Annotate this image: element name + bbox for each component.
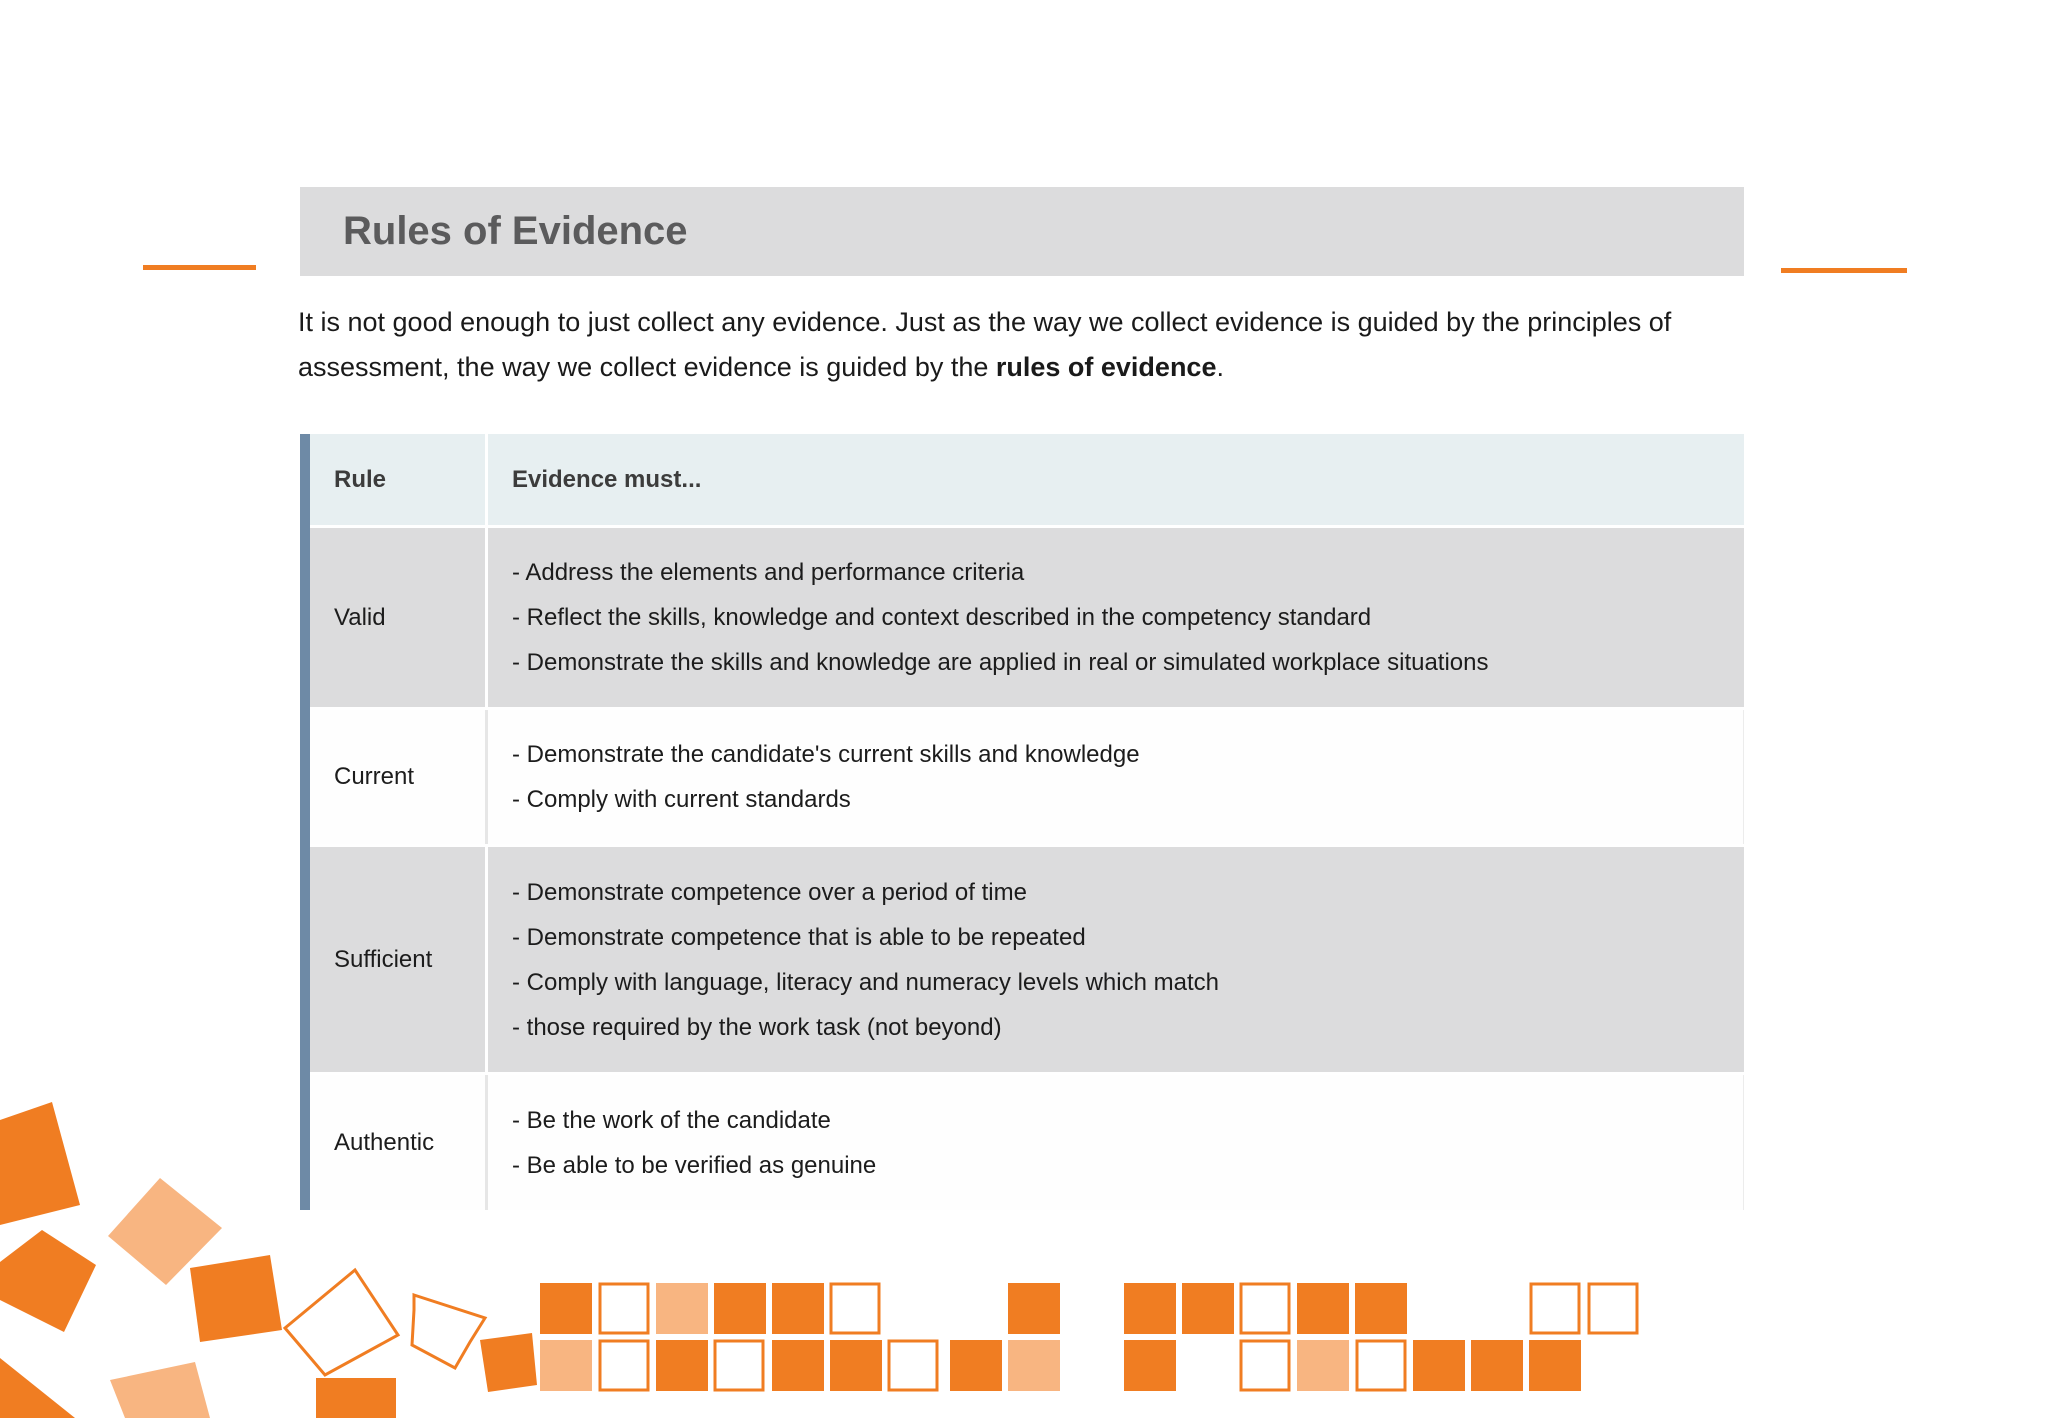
evidence-item: - Demonstrate competence that is able to be repeated [512,923,1086,951]
evidence-valid [488,528,1744,707]
evidence-item: - Reflect the skills, knowledge and context described in the competency standard [512,604,1372,631]
intro-paragraph [298,300,1758,390]
deco-square [0,1230,96,1332]
deco-square [108,1178,222,1285]
evidence-current [488,710,1744,844]
deco-square [110,1362,210,1418]
square-row-top [540,1283,1637,1334]
table-row-sufficient [310,847,1744,1075]
rules-table [300,434,1744,1210]
evidence-item: - Be able to be verified as genuine [512,1151,877,1179]
table-header-row [310,434,1744,528]
page-title: Rules of Evidence [343,209,688,253]
title-bar [300,187,1744,276]
evidence-item: - those required by the work task (not beyond) [512,1013,1002,1041]
evidence-sufficient [488,847,1744,1072]
deco-square-outline [412,1295,485,1368]
intro-bold-term: rules of evidence [995,352,1217,382]
header-rule: Rule [310,434,488,525]
table-row-authentic [310,1075,1744,1210]
intro-text: It is not good enough to just collect any evidence. Just as the way we collect evidence is guided by the principles of assessment, the way we collect evidence is guided by the [298,307,1672,382]
deco-square-outline [285,1270,398,1375]
rule-valid: Valid [310,528,488,707]
deco-square [0,1102,80,1225]
left-accent-line [143,265,256,270]
rule-sufficient: Sufficient [310,847,488,1072]
rule-current: Current [310,710,488,844]
evidence-item: - Demonstrate the skills and knowledge are applied in real or simulated workplace situations [512,649,1489,676]
header-evidence: Evidence must... [512,465,702,493]
evidence-item: - Demonstrate competence over a period of time [512,878,1027,906]
table-row-valid [310,528,1744,710]
deco-square [190,1255,282,1342]
deco-square-hidden [412,1272,440,1325]
rule-authentic: Authentic [310,1075,488,1210]
table-row-current [310,710,1744,847]
evidence-item: - Be the work of the candidate [512,1106,831,1134]
evidence-item: - Demonstrate the candidate's current skills and knowledge [512,741,1140,768]
square-row-bottom [540,1340,1581,1391]
deco-square [316,1378,396,1418]
evidence-authentic [488,1075,1744,1210]
evidence-item: - Comply with language, literacy and numeracy levels which match [512,968,1219,996]
evidence-item: - Comply with current standards [512,786,851,813]
deco-square [480,1333,537,1392]
evidence-item: - Address the elements and performance criteria [512,559,1025,586]
deco-square [0,1358,75,1418]
right-accent-line [1781,268,1907,273]
intro-end: . [1216,352,1224,382]
